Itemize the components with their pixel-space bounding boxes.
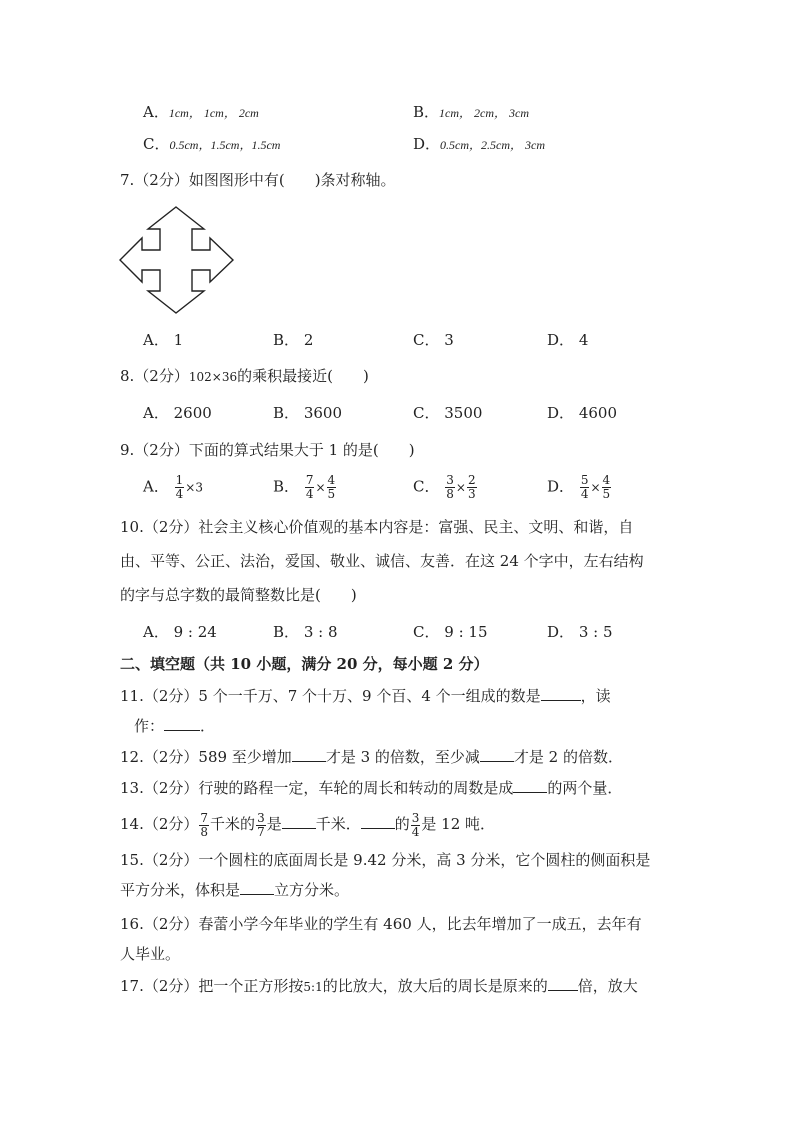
- q6-option-b: B．1cm， 2cm， 3cm: [413, 103, 530, 121]
- q13-blank: [513, 778, 547, 793]
- q8-stem: 8.（2分）102×36的乘积最接近( ): [120, 367, 369, 385]
- q8-option-d: D． 4600: [547, 404, 617, 422]
- q13-line: 13.（2分）行驶的路程一定，车轮的周长和转动的周数是成 的两个量．: [120, 779, 623, 797]
- q10-line-2: 由、平等、公正、法治，爱国、敬业、诚信、友善．在这 24 个字中，左右结构: [120, 552, 644, 570]
- q7-option-a: A． 1: [143, 331, 184, 349]
- q14-blank-1: [282, 814, 316, 829]
- q8-option-a: A． 2600: [143, 404, 212, 422]
- q10-option-c: C． 9 : 15: [413, 623, 488, 641]
- q10-option-a: A． 9 : 24: [143, 623, 217, 641]
- q16-line-1: 16.（2分）春蕾小学今年毕业的学生有 460 人，比去年增加了一成五，去年有: [120, 915, 642, 933]
- q14-blank-2: [361, 814, 395, 829]
- four-arrow-cross-icon: [118, 205, 236, 315]
- q6-option-a: A．1cm， 1cm， 2cm: [143, 103, 259, 121]
- q8-option-b: B． 3600: [273, 404, 342, 422]
- q12-line: 12.（2分）589 至少增加 才是 3 的倍数，至少减 才是 2 的倍数．: [120, 748, 623, 766]
- q17-blank: [548, 976, 578, 991]
- q15-line-1: 15.（2分）一个圆柱的底面周长是 9.42 分米，高 3 分米，它个圆柱的侧面积是: [120, 851, 651, 869]
- q16-line-2: 人毕业。: [120, 945, 181, 963]
- q7-option-c: C． 3: [413, 331, 454, 349]
- q11-line-1: 11.（2分）5 个一千万、7 个十万、9 个百、4 个一组成的数是 ，读: [120, 687, 611, 705]
- q15-blank-volume: [240, 880, 274, 895]
- q7-option-d: D． 4: [547, 331, 589, 349]
- q14-line: 14.（2分） $\frac{7}{8}$ 千米的 $\frac{3}{7}$ 是 千米． 的 $\frac{3}{4}$ 是 12 吨．: [120, 810, 496, 839]
- q9-option-a: A． $\frac{1}{4}$ ×3: [143, 473, 203, 501]
- q11-line-2: 作： ．: [134, 717, 216, 735]
- q9-option-b: B． $\frac{7}{4}$ × $\frac{4}{5}$: [273, 473, 336, 501]
- q7-option-b: B． 2: [273, 331, 314, 349]
- q17-line: 17.（2分）把一个正方形按5:1的比放大，放大后的周长是原来的 倍，放大: [120, 977, 638, 995]
- q7-stem: 7.（2分）如图图形中有( )条对称轴。: [120, 171, 396, 189]
- q10-line-1: 10.（2分）社会主义核心价值观的基本内容是：富强、民主、文明、和谐，自: [120, 518, 634, 536]
- q6-option-d: D．0.5cm，2.5cm， 3cm: [413, 135, 546, 153]
- q10-line-3: 的字与总字数的最简整数比是( ): [120, 586, 357, 604]
- q9-option-d: D． $\frac{5}{4}$ × $\frac{4}{5}$: [547, 473, 611, 501]
- q9-stem: 9.（2分）下面的算式结果大于 1 的是( ): [120, 441, 415, 459]
- q12-blank-2: [480, 747, 514, 762]
- q11-blank-number: [541, 686, 581, 701]
- q8-option-c: C． 3500: [413, 404, 483, 422]
- q9-option-c: C． $\frac{3}{8}$ × $\frac{2}{3}$: [413, 473, 476, 501]
- q10-option-d: D． 3 : 5: [547, 623, 613, 641]
- q6-option-c: C．0.5cm，1.5cm，1.5cm: [143, 135, 281, 153]
- q12-blank-1: [292, 747, 326, 762]
- q15-line-2: 平方分米，体积是 立方分米。: [120, 881, 350, 899]
- section-2-title: 二、填空题（共 10 小题，满分 20 分，每小题 2 分）: [120, 655, 489, 673]
- q11-blank-reading: [164, 716, 200, 731]
- q10-option-b: B． 3 : 8: [273, 623, 338, 641]
